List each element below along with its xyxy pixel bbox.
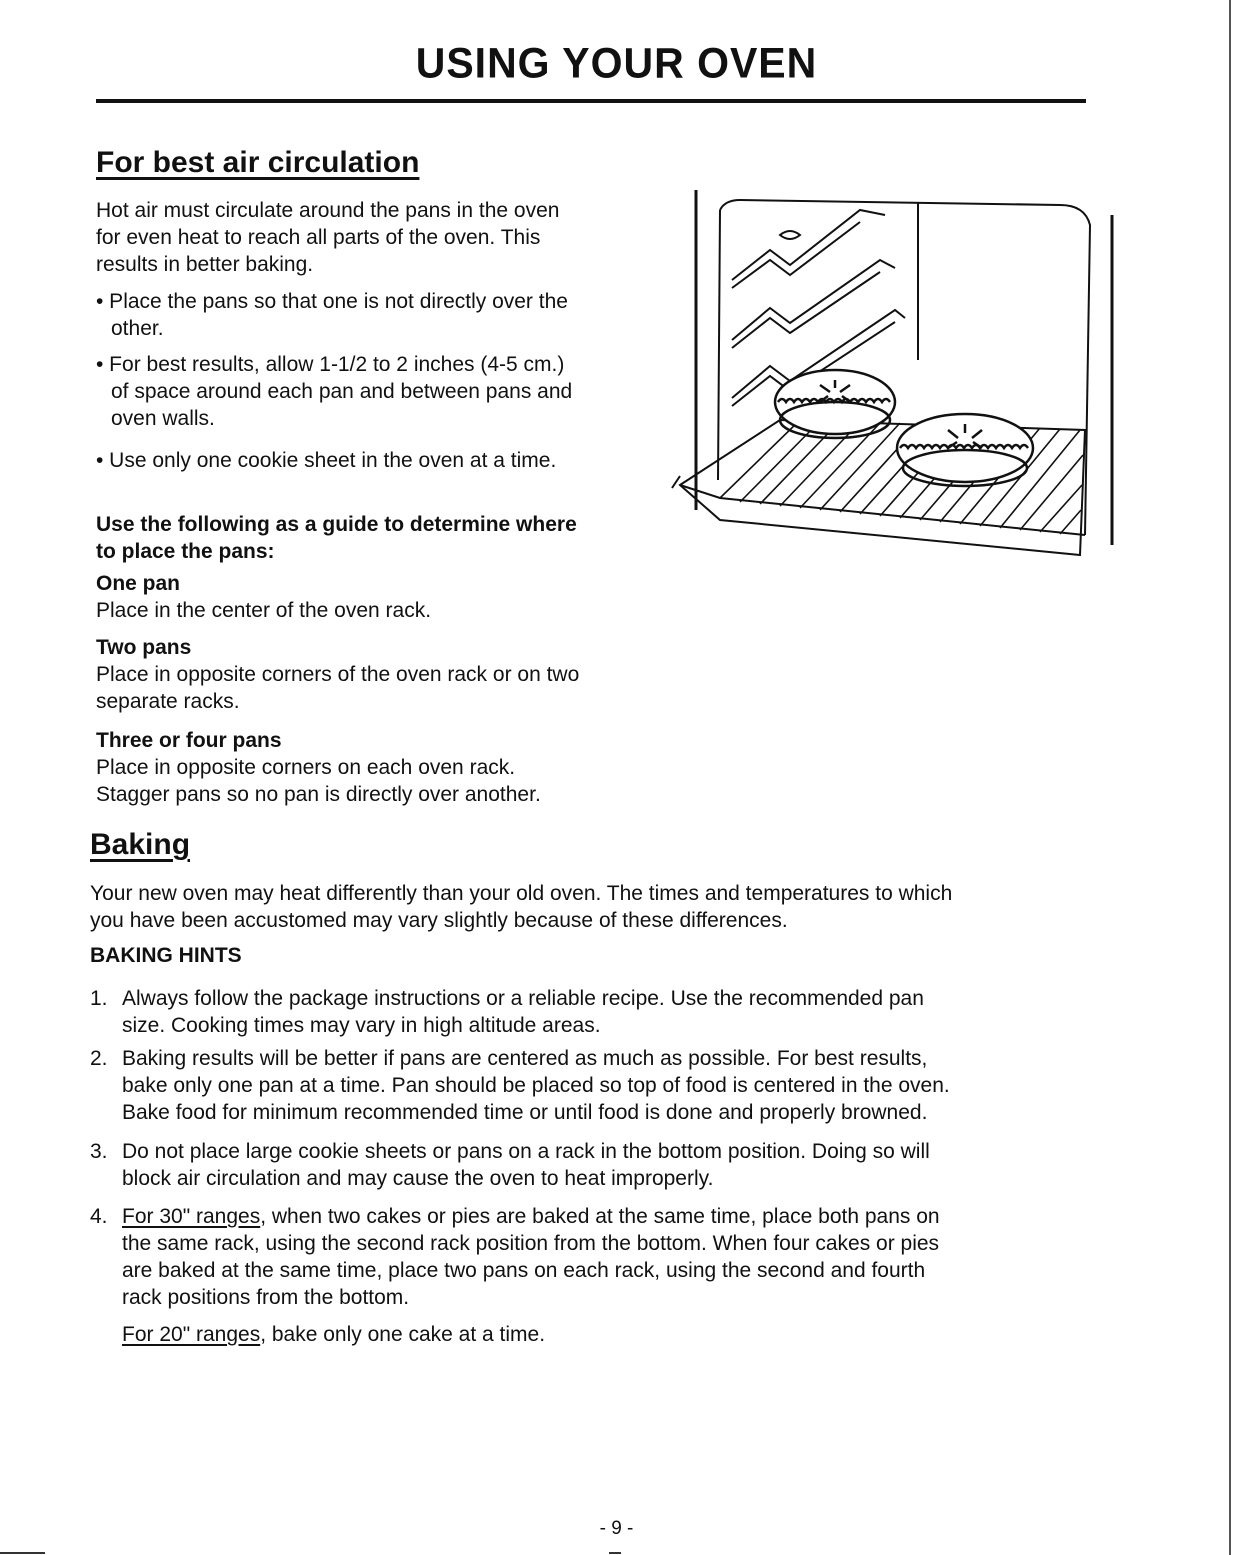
hint-line: [122, 1203, 1110, 1230]
page-title: USING YOUR OVEN: [415, 38, 818, 88]
hint-line: Bake food for minimum recommended time or until food is done and properly browned.: [122, 1101, 928, 1124]
guide-line: Use the following as a guide to determine where: [96, 513, 577, 536]
hint-line: size. Cooking times may vary in high altitude areas.: [122, 1014, 601, 1037]
case-label: One pan: [96, 572, 181, 595]
hint-number: 4.: [90, 1205, 108, 1228]
hint-2: [90, 1045, 1110, 1126]
hint-line: the same rack, using the second rack position from the bottom. When four cakes or pies: [122, 1232, 940, 1255]
hint-line: are baked at the same time, place two pans on each rack, using the second and fourth: [122, 1259, 926, 1282]
hint-4: [90, 1203, 1110, 1348]
range-20-label: For 20" ranges: [122, 1323, 261, 1346]
bottom-mark: [609, 1552, 621, 1554]
case-label: Three or four pans: [96, 729, 282, 752]
air-intro-line: Hot air must circulate around the pans in the oven: [96, 199, 560, 222]
bullet-line: • Use only one cookie sheet in the oven at a time.: [96, 449, 557, 472]
baking-intro-line: you have been accustomed may vary slightly because of these differences.: [90, 909, 788, 932]
hint-number: 1.: [90, 987, 108, 1010]
case-one-pan: [96, 570, 431, 624]
hint-line: bake only one pan at a time. Pan should be placed so top of food is centered in the oven.: [122, 1074, 950, 1097]
case-three-four-pans: [96, 727, 541, 808]
bottom-rule: [0, 1552, 45, 1554]
baking-heading: Baking: [90, 828, 191, 861]
guide-line: to place the pans:: [96, 540, 275, 563]
case-text: Stagger pans so no pan is directly over another.: [96, 783, 541, 806]
page-number: - 9 -: [599, 1518, 634, 1539]
baking-hints-title: BAKING HINTS: [90, 944, 242, 967]
hint-3: [90, 1138, 1110, 1192]
air-bullet-2: [96, 351, 572, 432]
hint-line: Do not place large cookie sheets or pans on a rack in the bottom position. Doing so will: [122, 1140, 930, 1163]
oven-rack-illustration: [660, 180, 1120, 560]
hint-number: 3.: [90, 1140, 108, 1163]
hint-text: , bake only one cake at a time.: [260, 1323, 546, 1346]
air-intro-line: for even heat to reach all parts of the oven. This: [96, 226, 541, 249]
baking-intro: [90, 880, 952, 934]
case-label: Two pans: [96, 636, 192, 659]
case-text: Place in opposite corners of the oven rack or on two: [96, 663, 580, 686]
case-text: Place in the center of the oven rack.: [96, 599, 432, 622]
air-intro-line: results in better baking.: [96, 253, 314, 276]
air-circulation-heading: For best air circulation: [96, 146, 420, 179]
page-edge-line: [1229, 0, 1231, 1555]
hint-text: , when two cakes or pies are baked at the same time, place both pans on: [260, 1205, 940, 1228]
bullet-line: oven walls.: [111, 407, 215, 430]
bullet-line: • Place the pans so that one is not directly over the: [96, 290, 568, 313]
bullet-line: • For best results, allow 1-1/2 to 2 inches (4-5 cm.): [96, 353, 565, 376]
title-divider: [96, 99, 1086, 103]
case-text: separate racks.: [96, 690, 240, 713]
case-text: Place in opposite corners on each oven rack.: [96, 756, 516, 779]
hint-1: [90, 985, 1110, 1039]
hint-line: rack positions from the bottom.: [122, 1286, 410, 1309]
air-intro: [96, 197, 559, 278]
range-30-label: For 30" ranges: [122, 1205, 261, 1228]
air-bullet-3: [96, 447, 556, 474]
bullet-line: of space around each pan and between pans and: [111, 380, 573, 403]
case-two-pans: [96, 634, 579, 715]
baking-intro-line: Your new oven may heat differently than your old oven. The times and temperatures to which: [90, 882, 953, 905]
hint-line: [122, 1321, 1110, 1348]
hint-number: 2.: [90, 1047, 108, 1070]
hint-line: Baking results will be better if pans are centered as much as possible. For best results,: [122, 1047, 928, 1070]
air-bullet-1: [96, 288, 568, 342]
bullet-line: other.: [111, 317, 164, 340]
guide-heading: [96, 511, 577, 565]
hint-line: block air circulation and may cause the oven to heat improperly.: [122, 1167, 714, 1190]
hint-line: Always follow the package instructions or a reliable recipe. Use the recommended pan: [122, 987, 924, 1010]
